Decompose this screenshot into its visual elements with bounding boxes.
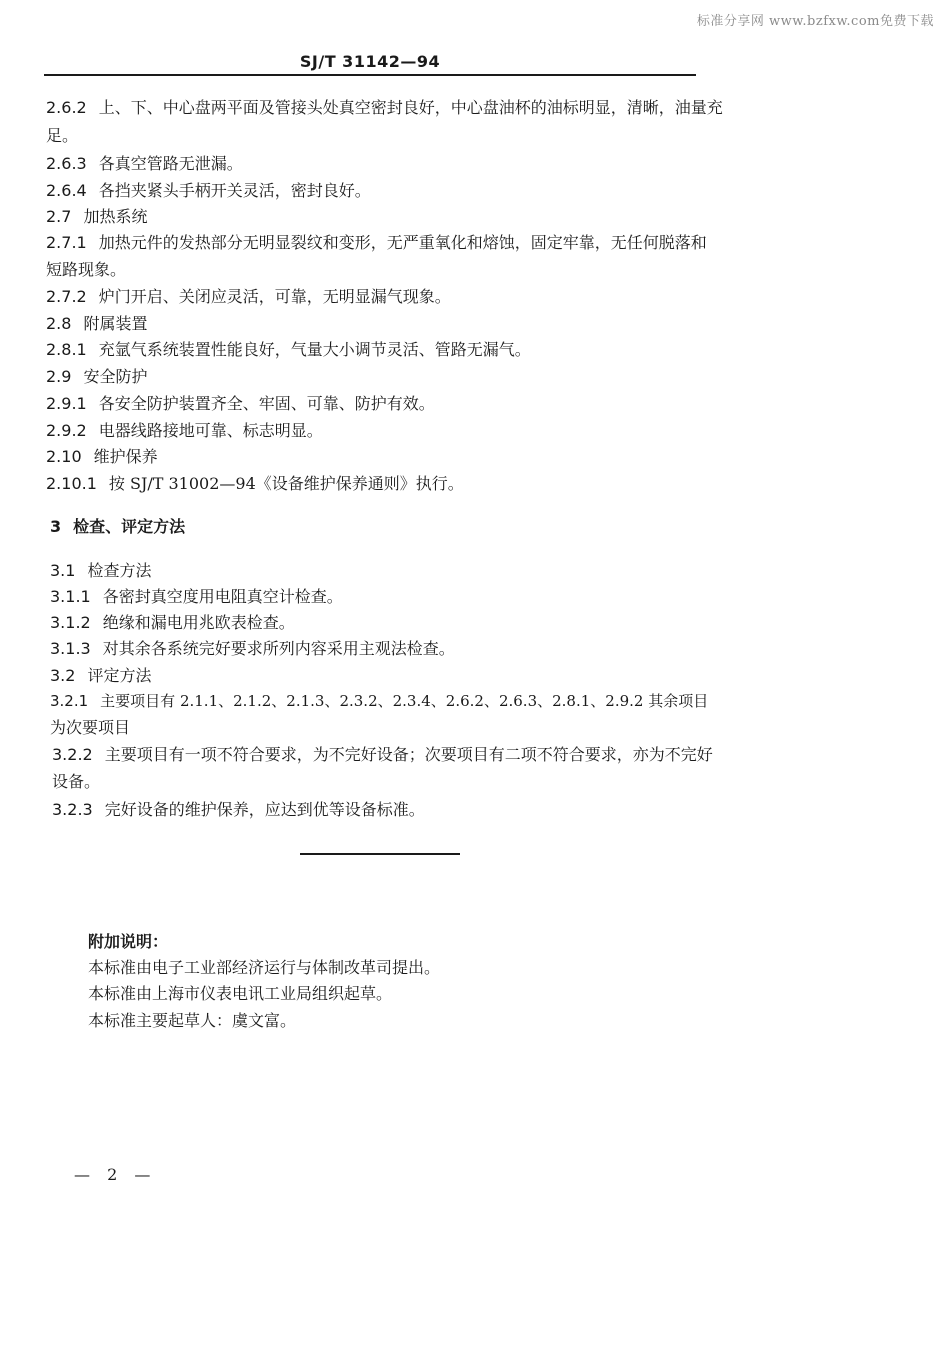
clause-number: 2.7.2 bbox=[46, 287, 87, 306]
clause-number: 2.8.1 bbox=[46, 340, 87, 359]
section-2-8 bbox=[46, 314, 147, 334]
clause-text: 充氩气系统装置性能良好，气量大小调节灵活、管路无漏气。 bbox=[98, 340, 531, 359]
watermark-text: 标准分享网 www.bzfxw.com免费下载 bbox=[696, 14, 934, 29]
clause-text: 完好设备的维护保养，应达到优等设备标准。 bbox=[104, 800, 425, 819]
header-rule bbox=[44, 74, 696, 76]
clause-2-9-1 bbox=[46, 394, 435, 414]
clause-2-8-1 bbox=[46, 340, 531, 360]
document-code: SJ/T 31142—94 bbox=[299, 52, 441, 71]
clause-continuation bbox=[46, 260, 126, 280]
clause-3-1-3 bbox=[50, 639, 455, 659]
additional-note-line: 本标准由电子工业部经济运行与体制改革司提出。 bbox=[88, 958, 441, 977]
clause-number: 2.10.1 bbox=[46, 474, 97, 493]
clause-3-2-2 bbox=[52, 745, 713, 765]
section-number: 3.1 bbox=[50, 561, 76, 580]
additional-notes-title: 附加说明： bbox=[88, 932, 169, 951]
clause-text: 各真空管路无泄漏。 bbox=[98, 154, 243, 173]
clause-3-1-1 bbox=[50, 587, 343, 607]
clause-2-9-2 bbox=[46, 421, 323, 441]
clause-continuation bbox=[50, 718, 130, 738]
section-title: 评定方法 bbox=[87, 666, 152, 685]
clause-text: 对其余各系统完好要求所列内容采用主观法检查。 bbox=[102, 639, 455, 658]
clause-continuation bbox=[52, 772, 100, 792]
clause-number: 3.1.2 bbox=[50, 613, 91, 632]
clause-number: 3.1.3 bbox=[50, 639, 91, 658]
clause-number: 2.9.2 bbox=[46, 421, 87, 440]
additional-note-line: 本标准由上海市仪表电讯工业局组织起草。 bbox=[88, 984, 393, 1003]
section-2-9 bbox=[46, 367, 147, 387]
clause-text: 绝缘和漏电用兆欧表检查。 bbox=[102, 613, 295, 632]
section-number: 2.9 bbox=[46, 367, 72, 386]
clause-2-10-1 bbox=[46, 474, 464, 494]
clause-3-2-1 bbox=[50, 691, 708, 711]
section-title: 附属装置 bbox=[83, 314, 148, 333]
clause-number: 2.7.1 bbox=[46, 233, 87, 252]
clause-text: 加热元件的发热部分无明显裂纹和变形，无严重氧化和熔蚀，固定牢靠，无任何脱落和 bbox=[98, 233, 707, 252]
section-number: 2.10 bbox=[46, 447, 82, 466]
clause-number: 3.2.1 bbox=[50, 692, 89, 710]
clause-number: 2.6.4 bbox=[46, 181, 87, 200]
clause-2-7-2 bbox=[46, 287, 451, 307]
clause-text: 按 SJ/T 31002—94《设备维护保养通则》执行。 bbox=[108, 474, 464, 493]
section-3-2 bbox=[50, 666, 151, 686]
clause-text: 足。 bbox=[46, 126, 79, 145]
clause-text: 设备。 bbox=[52, 772, 101, 791]
chapter-title: 检查、评定方法 bbox=[73, 517, 186, 536]
section-title: 维护保养 bbox=[93, 447, 158, 466]
section-3-1 bbox=[50, 561, 151, 581]
clause-number: 2.6.3 bbox=[46, 154, 87, 173]
clause-text: 各密封真空度用电阻真空计检查。 bbox=[102, 587, 343, 606]
section-title: 加热系统 bbox=[83, 207, 148, 226]
additional-note-line: 本标准主要起草人：虞文富。 bbox=[88, 1011, 297, 1030]
clause-text: 短路现象。 bbox=[46, 260, 127, 279]
clause-2-6-4 bbox=[46, 181, 371, 201]
section-number: 3.2 bbox=[50, 666, 76, 685]
clause-2-6-2 bbox=[46, 98, 723, 118]
chapter-number: 3 bbox=[50, 517, 62, 536]
clause-text: 上、下、中心盘两平面及管接头处真空密封良好，中心盘油杯的油标明显，清晰，油量充 bbox=[98, 98, 723, 117]
clause-2-7-1 bbox=[46, 233, 707, 253]
clause-text: 各安全防护装置齐全、牢固、可靠、防护有效。 bbox=[98, 394, 435, 413]
section-2-10 bbox=[46, 447, 158, 467]
page-number: — 2 — bbox=[74, 1165, 157, 1184]
clause-text: 主要项目有 2.1.1、2.1.2、2.1.3、2.3.2、2.3.4、2.6.2、2.6.3、2.8.1、2.9.2 其余项目 bbox=[100, 692, 709, 710]
clause-2-6-3 bbox=[46, 154, 243, 174]
clause-3-2-3 bbox=[52, 800, 425, 820]
section-number: 2.7 bbox=[46, 207, 72, 226]
clause-continuation bbox=[46, 126, 78, 146]
clause-number: 2.9.1 bbox=[46, 394, 87, 413]
section-title: 安全防护 bbox=[83, 367, 148, 386]
clause-number: 3.1.1 bbox=[50, 587, 91, 606]
clause-text: 炉门开启、关闭应灵活，可靠，无明显漏气现象。 bbox=[98, 287, 451, 306]
end-of-standard-rule bbox=[300, 853, 460, 855]
chapter-3-heading bbox=[50, 517, 185, 537]
section-title: 检查方法 bbox=[87, 561, 152, 580]
clause-number: 3.2.2 bbox=[52, 745, 93, 764]
section-number: 2.8 bbox=[46, 314, 72, 333]
clause-text: 各挡夹紧头手柄开关灵活，密封良好。 bbox=[98, 181, 371, 200]
clause-text: 主要项目有一项不符合要求，为不完好设备；次要项目有二项不符合要求，亦为不完好 bbox=[104, 745, 713, 764]
clause-3-1-2 bbox=[50, 613, 295, 633]
section-2-7 bbox=[46, 207, 147, 227]
clause-number: 3.2.3 bbox=[52, 800, 93, 819]
clause-number: 2.6.2 bbox=[46, 98, 87, 117]
clause-text: 电器线路接地可靠、标志明显。 bbox=[98, 421, 323, 440]
clause-text: 为次要项目 bbox=[50, 718, 131, 737]
